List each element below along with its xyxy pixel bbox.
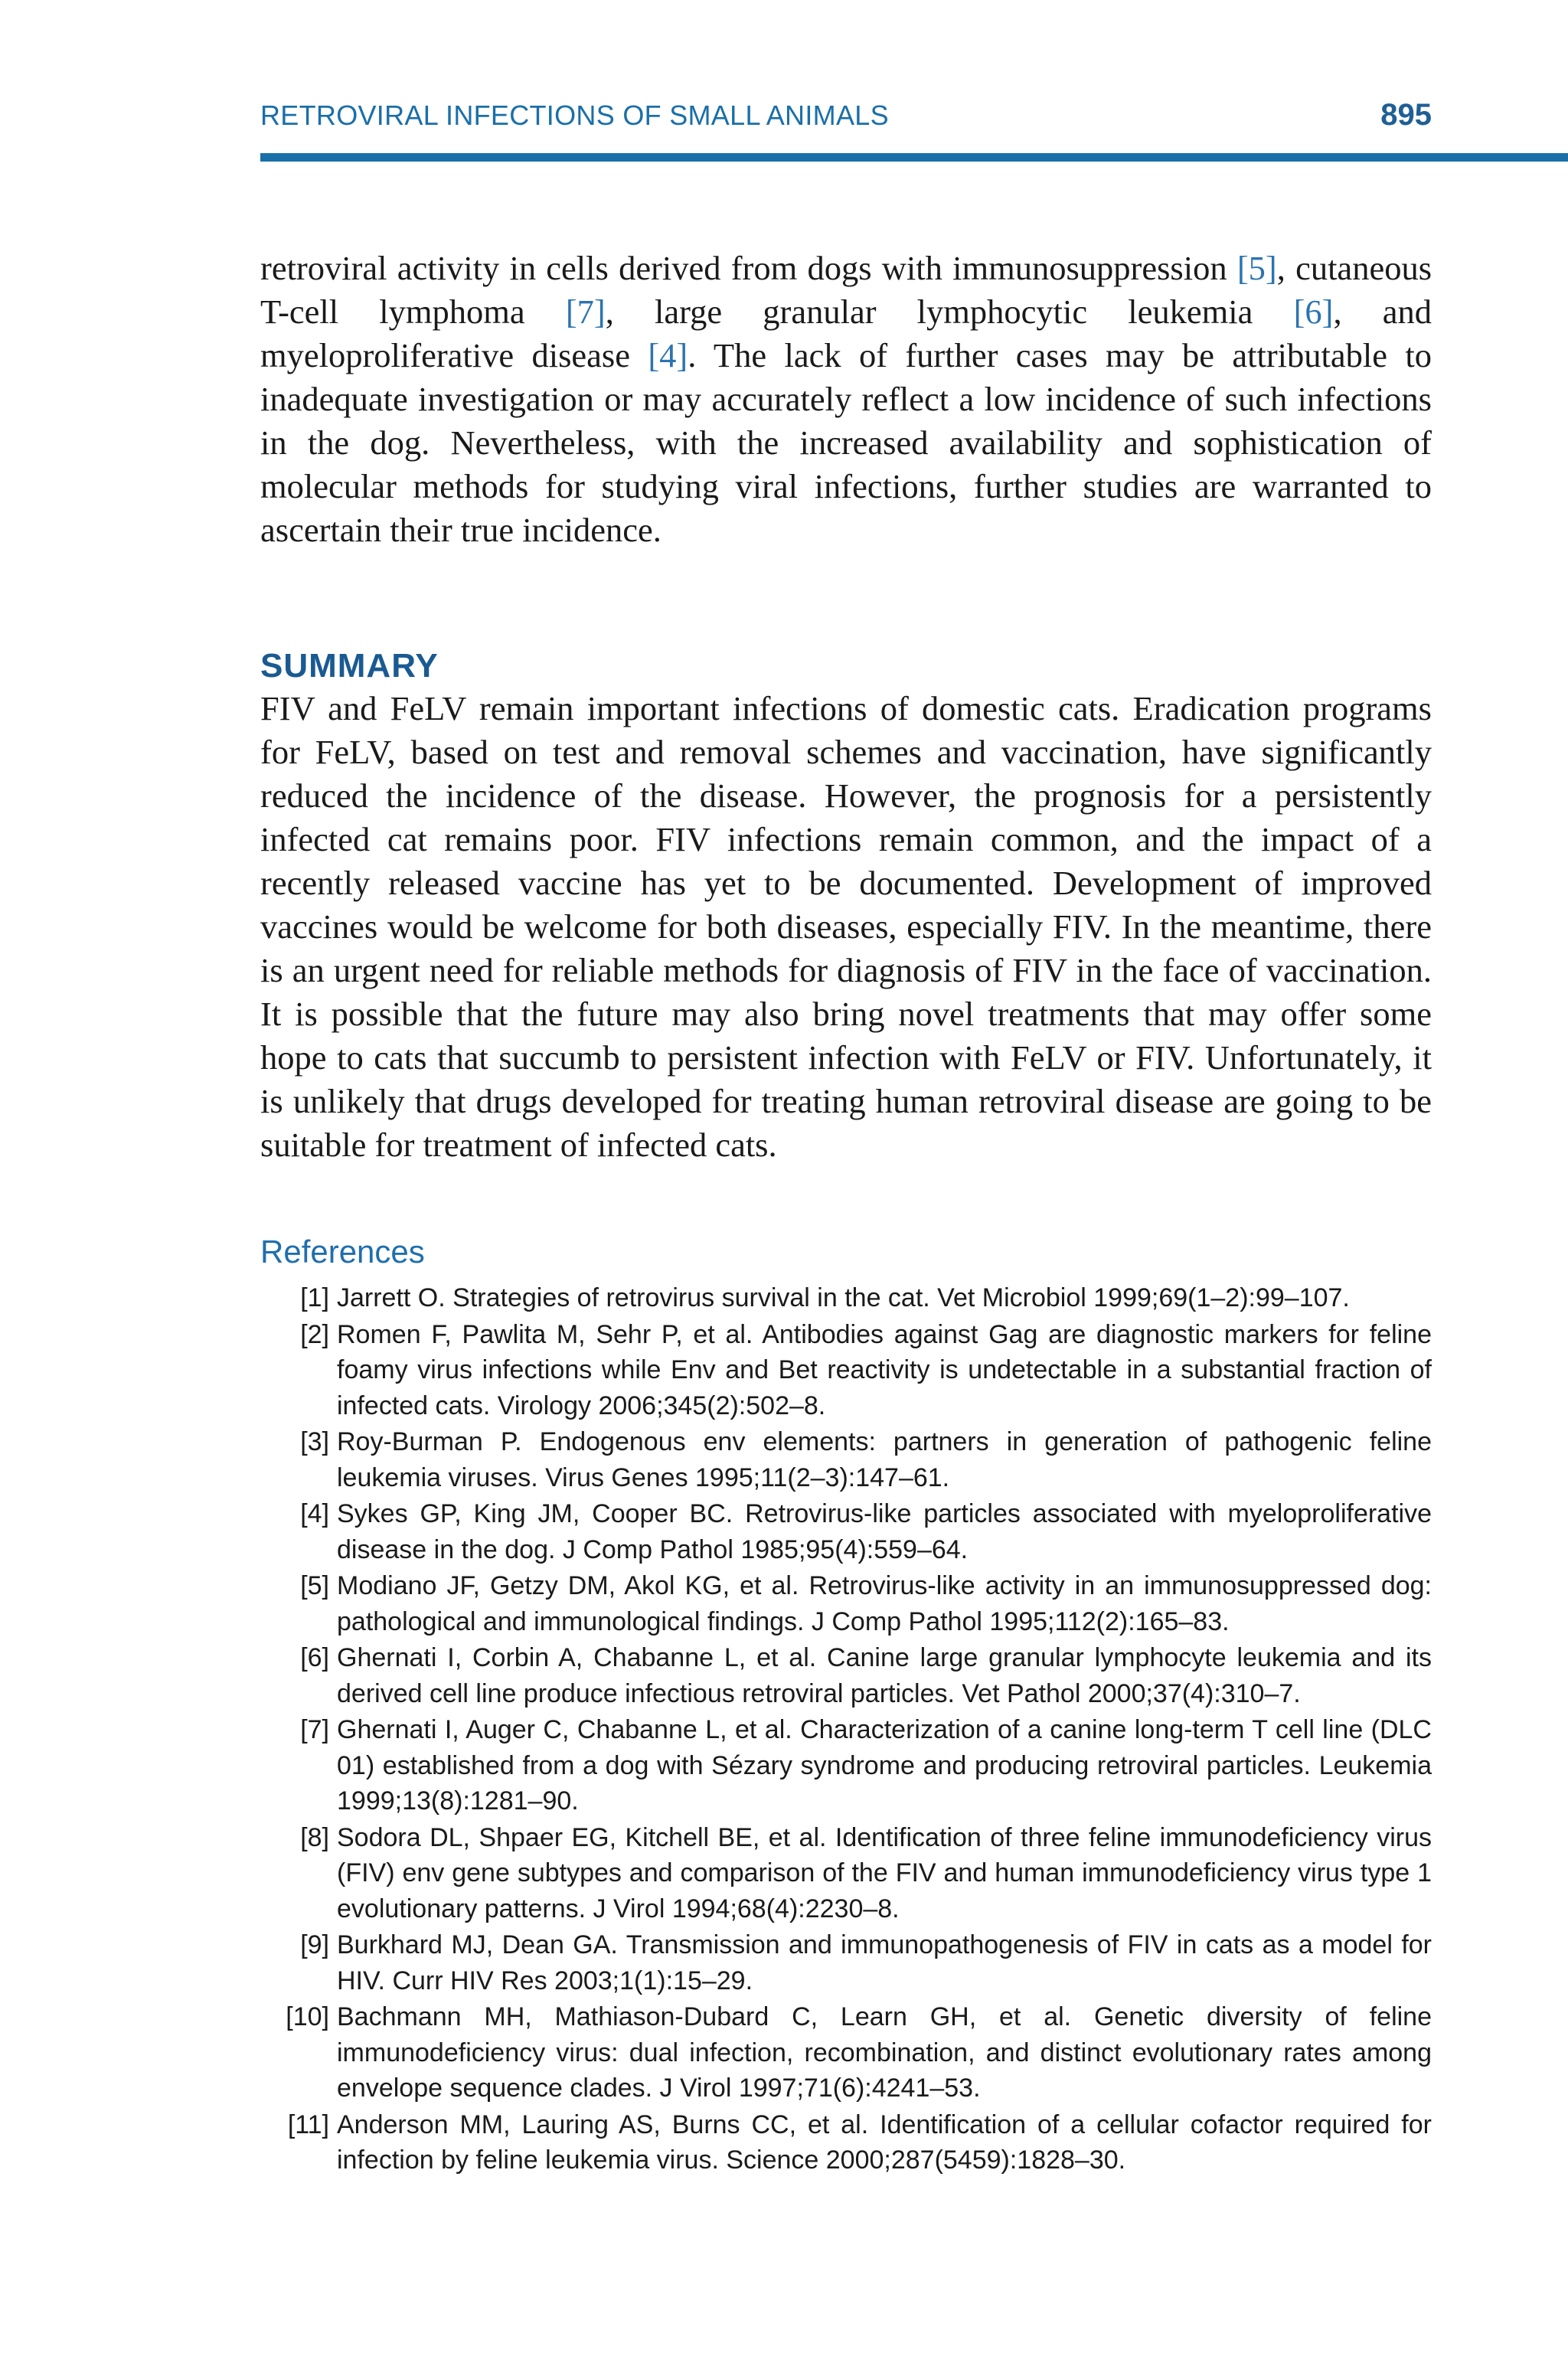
reference-text: Ghernati I, Auger C, Chabanne L, et al. Characterization of a canine long-term T cell line (DLC 01) established from a dog with Sézary syndrome and producing retroviral particles. Leukemia 1999;13(8):1281–90. <box>337 1715 1432 1815</box>
page-number: 895 <box>1380 98 1432 132</box>
reference-text: Ghernati I, Corbin A, Chabanne L, et al. Canine large granular lymphocyte leukemia and its derived cell line produce infectious retroviral particles. Vet Pathol 2000;37(4):310–7. <box>337 1643 1432 1708</box>
reference-number: [10] <box>286 2002 329 2031</box>
page-body <box>260 247 1432 2179</box>
reference-text: Burkhard MJ, Dean GA. Transmission and immunopathogenesis of FIV in cats as a model for HIV. Curr HIV Res 2003;1(1):15–29. <box>337 1930 1432 1995</box>
reference-text: Jarrett O. Strategies of retrovirus survival in the cat. Vet Microbiol 1999;69(1–2):99–107. <box>337 1283 1350 1312</box>
citation-link[interactable]: [4] <box>648 336 688 374</box>
reference-item <box>260 1317 1432 1424</box>
reference-item <box>260 2107 1432 2178</box>
reference-item <box>260 1496 1432 1567</box>
citation-link[interactable]: [6] <box>1293 292 1334 331</box>
references-heading: References <box>260 1234 425 1270</box>
reference-item <box>260 1999 1432 2106</box>
citation-link[interactable]: [5] <box>1236 249 1277 287</box>
header-rule <box>260 153 1568 162</box>
reference-number: [8] <box>300 1822 329 1852</box>
reference-list <box>260 1280 1432 2178</box>
summary-heading: SUMMARY <box>260 647 439 685</box>
summary-paragraph: FIV and FeLV remain important infections of domestic cats. Eradication programs for FeLV, based on test and removal schemes and vaccination, have significantly reduced the incidence of the disease. However, the prognosis for a persistently infected cat remains poor. FIV infections remain common, and the impact of a recently released vaccine has yet to be documented. Development of improved vaccines would be welcome for both diseases, especially FIV. In the meantime, there is an urgent need for reliable methods for diagnosis of FIV in the face of vaccination. It is possible that the future may also bring novel treatments that may offer some hope to cats that succumb to persistent infection with FeLV or FIV. Unfortunately, it is unlikely that drugs developed for treating human retroviral disease are going to be suitable for treatment of infected cats. <box>260 689 1432 1164</box>
running-header <box>260 98 1432 132</box>
reference-number: [1] <box>300 1283 329 1312</box>
reference-number: [7] <box>300 1715 329 1744</box>
paragraph-text: , large granular lymphocytic leukemia <box>605 292 1294 331</box>
citation-link[interactable]: [7] <box>565 292 606 331</box>
reference-text: Anderson MM, Lauring AS, Burns CC, et al. Identification of a cellular cofactor required for infection by feline leukemia virus. Science 2000;287(5459):1828–30. <box>337 2110 1432 2175</box>
reference-item <box>260 1280 1432 1316</box>
reference-item <box>260 1568 1432 1639</box>
reference-number: [5] <box>300 1571 329 1600</box>
paragraph-text: , cutaneous T-cell lymphoma <box>260 249 1432 331</box>
reference-item <box>260 1820 1432 1927</box>
running-title: RETROVIRAL INFECTIONS OF SMALL ANIMALS <box>260 100 889 131</box>
reference-text: Sykes GP, King JM, Cooper BC. Retrovirus-like particles associated with myeloproliferative disease in the dog. J Comp Pathol 1985;95(4):559–64. <box>337 1499 1432 1564</box>
reference-item <box>260 1424 1432 1495</box>
reference-text: Sodora DL, Shpaer EG, Kitchell BE, et al. Identification of three feline immunodeficiency virus (FIV) env gene subtypes and comparison of the FIV and human immunodeficiency virus type 1 evolutionary patterns. J Virol 1994;68(4):2230–8. <box>337 1822 1432 1923</box>
reference-number: [6] <box>300 1643 329 1672</box>
reference-number: [9] <box>300 1930 329 1959</box>
reference-item <box>260 1640 1432 1711</box>
intro-paragraph <box>260 247 1432 552</box>
reference-item <box>260 1712 1432 1819</box>
reference-number: [11] <box>287 2110 329 2139</box>
paragraph-text: retroviral activity in cells derived from dogs with immunosuppression <box>260 249 1237 287</box>
paragraph-text: . The lack of further cases may be attributable to inadequate investigation or may accurately reflect a low incidence of such infections in the dog. Nevertheless, with the increased availability and sophistication of molecular methods for studying viral infections, further studies are warranted to ascertain their true incidence. <box>260 336 1432 549</box>
reference-text: Bachmann MH, Mathiason-Dubard C, Learn GH, et al. Genetic diversity of feline immunodeficiency virus: dual infection, recombination, and distinct evolutionary rates among envelope sequence clades. J Virol 1997;71(6):4241–53. <box>337 2002 1432 2103</box>
reference-number: [4] <box>300 1499 329 1528</box>
reference-number: [3] <box>300 1427 329 1456</box>
reference-item <box>260 1927 1432 1998</box>
paragraph-text: , and myeloproliferative disease <box>260 292 1432 374</box>
reference-text: Roy-Burman P. Endogenous env elements: partners in generation of pathogenic feline leukemia viruses. Virus Genes 1995;11(2–3):147–61. <box>337 1427 1432 1492</box>
reference-number: [2] <box>300 1319 329 1349</box>
reference-text: Romen F, Pawlita M, Sehr P, et al. Antibodies against Gag are diagnostic markers for feline foamy virus infections while Env and Bet reactivity is undetectable in a substantial fraction of infected cats. Virology 2006;345(2):502–8. <box>337 1319 1432 1420</box>
reference-text: Modiano JF, Getzy DM, Akol KG, et al. Retrovirus-like activity in an immunosuppressed dog: pathological and immunological findings. J Comp Pathol 1995;112(2):165–83. <box>337 1571 1432 1636</box>
